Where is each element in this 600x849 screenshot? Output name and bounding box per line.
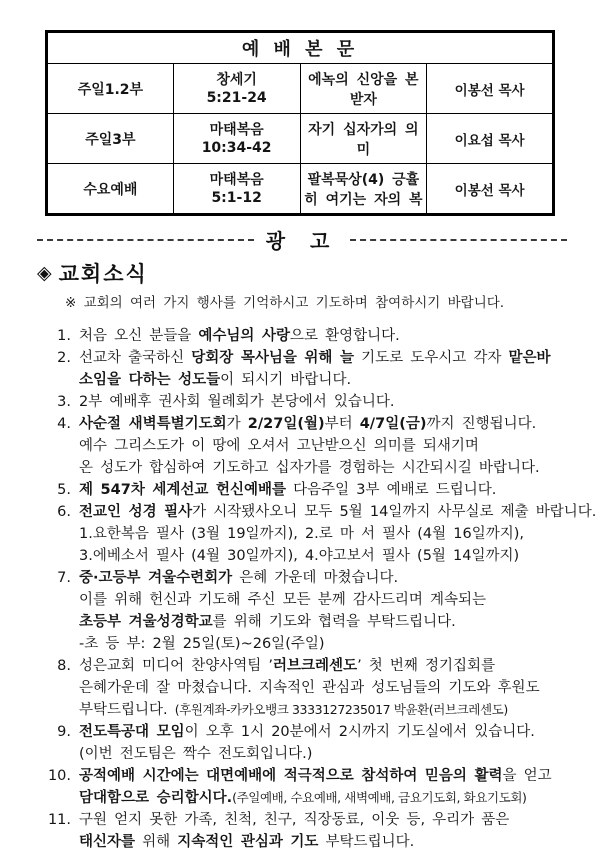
preacher-name: 이요섭 목사 xyxy=(427,114,554,164)
announcement-line: 처음 오신 분들을 예수님의 사랑으로 환영합니다. xyxy=(79,328,400,344)
scripture-ref: 5:1-12 xyxy=(211,189,262,206)
scripture-book: 마태복음 xyxy=(209,121,264,138)
church-news-title: 교회소식 xyxy=(58,262,148,286)
announcement-number: 4. xyxy=(57,416,71,432)
scripture-ref: 10:34-42 xyxy=(201,139,272,156)
announcement-line: 이를 위해 헌신과 기도해 주신 모든 분께 감사드리며 계속되는 xyxy=(79,592,487,608)
announcement-text xyxy=(79,765,565,809)
preacher-name: 이봉선 목사 xyxy=(427,164,554,215)
announcement-text xyxy=(79,391,565,413)
announcement-text xyxy=(79,655,565,721)
announcement-line: 예수 그리스도가 이 땅에 오셔서 고난받으신 의미를 되새기며 xyxy=(79,438,479,454)
announcement-text xyxy=(79,479,565,501)
announcement-number: 6. xyxy=(57,504,71,520)
notice-title: 광 고 xyxy=(265,229,339,253)
service-name: 주일1.2부 xyxy=(47,64,174,114)
announcement-number: 3. xyxy=(57,394,71,410)
service-name: 주일3부 xyxy=(47,114,174,164)
scripture-cell xyxy=(173,114,300,164)
sermon-title: 에녹의 신앙을 본받자 xyxy=(300,64,427,114)
announcement-item xyxy=(45,479,565,501)
announcement-number: 10. xyxy=(47,768,71,784)
worship-scripture-table xyxy=(45,30,555,216)
announcement-line: 중·고등부 겨울수련회가 은혜 가운데 마쳤습니다. xyxy=(79,570,399,586)
scripture-cell xyxy=(173,164,300,215)
announcement-item xyxy=(45,655,565,721)
announcement-text xyxy=(79,413,565,479)
table-row xyxy=(47,64,554,114)
announcement-item xyxy=(45,325,565,347)
table-title: 예 배 본 문 xyxy=(47,32,554,64)
announcement-line: (이번 전도팀은 짝수 전도회입니다.) xyxy=(79,746,313,762)
announcement-line: 성은교회 미디어 찬양사역팀 ’러브크레센도’ 첫 번째 정기집회를 xyxy=(79,658,496,674)
dashed-divider-left xyxy=(37,239,254,241)
announcement-text xyxy=(79,501,596,567)
announcement-number: 11. xyxy=(47,812,71,828)
diamond-bullet-icon: ◈ xyxy=(37,261,52,284)
announcement-item xyxy=(45,501,597,567)
announcement-line: 온 성도가 합심하여 기도하고 십자가를 경험하는 시간되시길 바랍니다. xyxy=(79,460,540,476)
announcement-line: 담대함으로 승리합시다.(주일예배, 수요예배, 새벽예배, 금요기도회, 화요기도회) xyxy=(79,790,527,806)
announcement-text xyxy=(79,721,565,765)
scripture-ref: 5:21-24 xyxy=(206,89,267,106)
announcement-item xyxy=(45,721,565,765)
announcement-line: 태신자를 위해 지속적인 관심과 기도 부탁드립니다. xyxy=(79,834,415,849)
announcement-line: 전교인 성경 필사가 시작됐사오니 모두 5월 14일까지 사무실로 제출 바랍니다. xyxy=(79,504,597,520)
announcement-line: 은혜가운데 잘 마쳤습니다. 지속적인 관심과 성도님들의 기도와 후원도 xyxy=(79,680,540,696)
announcement-line: 2부 예배후 권사회 월례회가 본당에서 있습니다. xyxy=(79,394,395,410)
service-name: 수요예배 xyxy=(47,164,174,215)
announcement-line: 부탁드립니다. (후원계좌-카카오뱅크 3333127235017 박윤환(러브크레센도) xyxy=(79,702,508,718)
announcement-item xyxy=(45,413,565,479)
announcement-number: 2. xyxy=(57,350,71,366)
announcement-line: 공적예배 시간에는 대면예배에 적극적으로 참석하여 믿음의 활력을 얻고 xyxy=(79,768,552,784)
announcement-line: 1.요한복음 필사 (3월 19일까지), 2.로 마 서 필사 (4월 16일까지), xyxy=(79,526,524,542)
announcement-item xyxy=(45,567,565,655)
announcement-line: 사순절 새벽특별기도회가 2/27일(월)부터 4/7일(금)까지 진행됩니다. xyxy=(79,416,537,432)
announcement-line: 선교차 출국하신 당회장 목사님을 위해 늘 기도로 도우시고 각자 맡은바 xyxy=(79,350,551,366)
announcement-line: -초 등 부: 2월 25일(토)~26일(주일) xyxy=(79,636,325,652)
announcement-number: 9. xyxy=(57,724,71,740)
announcement-item xyxy=(45,809,565,849)
announcement-number: 8. xyxy=(57,658,71,674)
announcement-text xyxy=(79,809,565,849)
announcement-line: 초등부 겨울성경학교를 위해 기도와 협력을 부탁드립니다. xyxy=(79,614,456,630)
scripture-book: 창세기 xyxy=(216,71,257,88)
announcement-item xyxy=(45,765,565,809)
announcement-text xyxy=(79,325,565,347)
announcement-line: 구원 얻지 못한 가족, 친척, 친구, 직장동료, 이웃 등, 우리가 품은 xyxy=(79,812,510,828)
announcement-item xyxy=(45,391,565,413)
table-row xyxy=(47,164,554,215)
announcement-number: 7. xyxy=(57,570,71,586)
notice-section-header xyxy=(37,225,567,254)
announcement-text xyxy=(79,567,565,655)
church-news-heading xyxy=(37,258,565,288)
announcement-line: 소임을 다하는 성도들이 되시기 바랍니다. xyxy=(79,372,352,388)
announcement-number: 1. xyxy=(57,328,71,344)
preacher-name: 이봉선 목사 xyxy=(427,64,554,114)
announcement-line: 전도특공대 모임이 오후 1시 20분에서 2시까지 기도실에서 있습니다. xyxy=(79,724,535,740)
church-news-note: ※ 교회의 여러 가지 행사를 기억하시고 기도하며 참여하시기 바랍니다. xyxy=(65,295,505,311)
sermon-title: 팔복묵상(4) 긍휼히 여기는 자의 복 xyxy=(300,164,427,215)
scripture-cell xyxy=(173,64,300,114)
announcement-line: 제 547차 세계선교 헌신예배를 다음주일 3부 예배로 드립니다. xyxy=(79,482,497,498)
announcement-line: 3.에베소서 필사 (4월 30일까지), 4.야고보서 필사 (5월 14일까지) xyxy=(79,548,520,564)
announcement-text xyxy=(79,347,565,391)
dashed-divider-right xyxy=(350,239,567,241)
announcement-number: 5. xyxy=(57,482,71,498)
table-title-row xyxy=(47,32,554,64)
table-row xyxy=(47,114,554,164)
announcement-item xyxy=(45,347,565,391)
scripture-book: 마태복음 xyxy=(209,171,264,188)
sermon-title: 자기 십자가의 의미 xyxy=(300,114,427,164)
announcements-list xyxy=(45,325,597,849)
